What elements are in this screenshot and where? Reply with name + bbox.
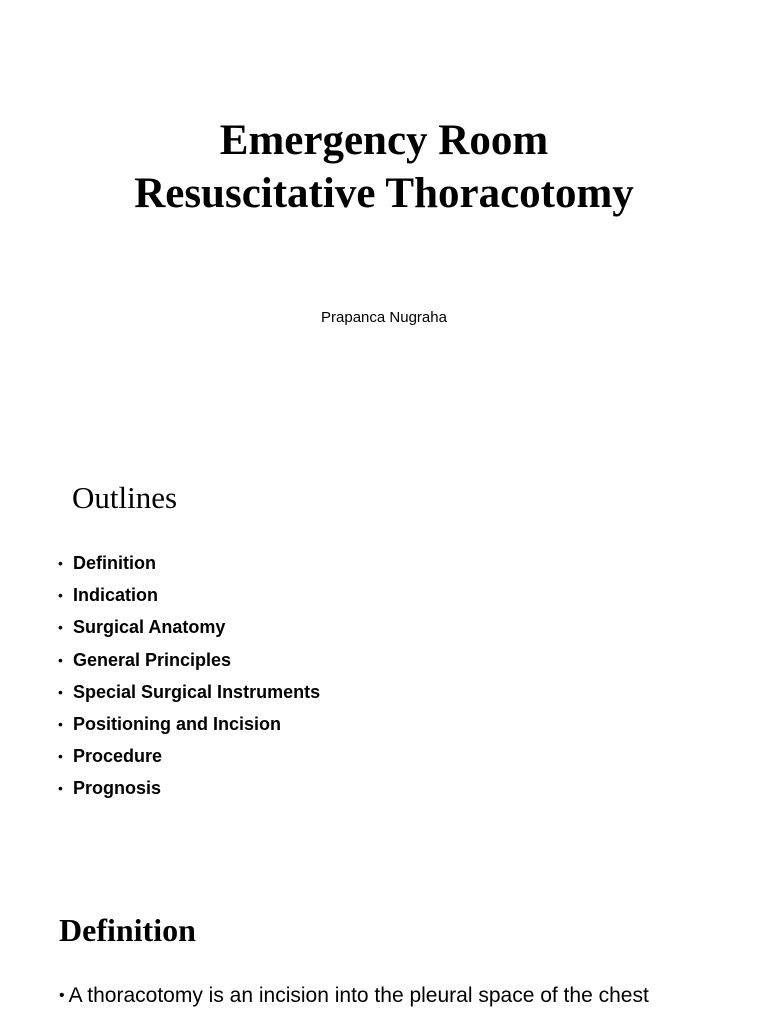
outline-list [58,549,320,807]
bullet-icon: • [58,748,63,765]
outline-item-label: Special Surgical Instruments [73,681,321,702]
outline-item [58,613,320,645]
definition-slide [0,880,768,1024]
bullet-icon: • [58,619,63,636]
outline-item [58,742,320,774]
bullet-icon: • [58,715,63,732]
outline-item-label: General Principles [73,649,232,670]
outline-item [58,549,320,581]
title-slide [0,0,768,450]
outline-slide [0,450,768,880]
outline-heading: Outlines [72,480,178,515]
bullet-icon: • [58,587,63,604]
title-line-1: Emergency Room [219,117,549,164]
bullet-icon: • [58,651,63,668]
outline-item-label: Procedure [73,746,163,767]
outline-item [58,678,320,710]
outline-item-label: Positioning and Incision [73,713,282,734]
outline-item [58,581,320,613]
bullet-icon: • [58,683,63,700]
outline-item [58,710,320,742]
definition-heading: Definition [59,912,196,948]
bullet-icon: • [58,555,63,571]
outline-item-label: Surgical Anatomy [73,617,226,638]
outline-item-label: Indication [73,585,158,606]
author-name: Prapanca Nugraha [321,309,447,326]
outline-item-label: Prognosis [73,778,162,799]
definition-text-content: A thoracotomy is an incision into the pleural space of the chest [68,984,649,1007]
bullet-icon: • [58,780,63,797]
outline-item [58,646,320,678]
outline-item [58,774,320,806]
title-line-2: Resuscitative Thoracotomy [134,170,634,217]
presentation-title [0,114,768,220]
outline-item-label: Definition [73,553,156,573]
definition-text [59,974,719,1017]
bullet-icon: • [59,987,65,1004]
